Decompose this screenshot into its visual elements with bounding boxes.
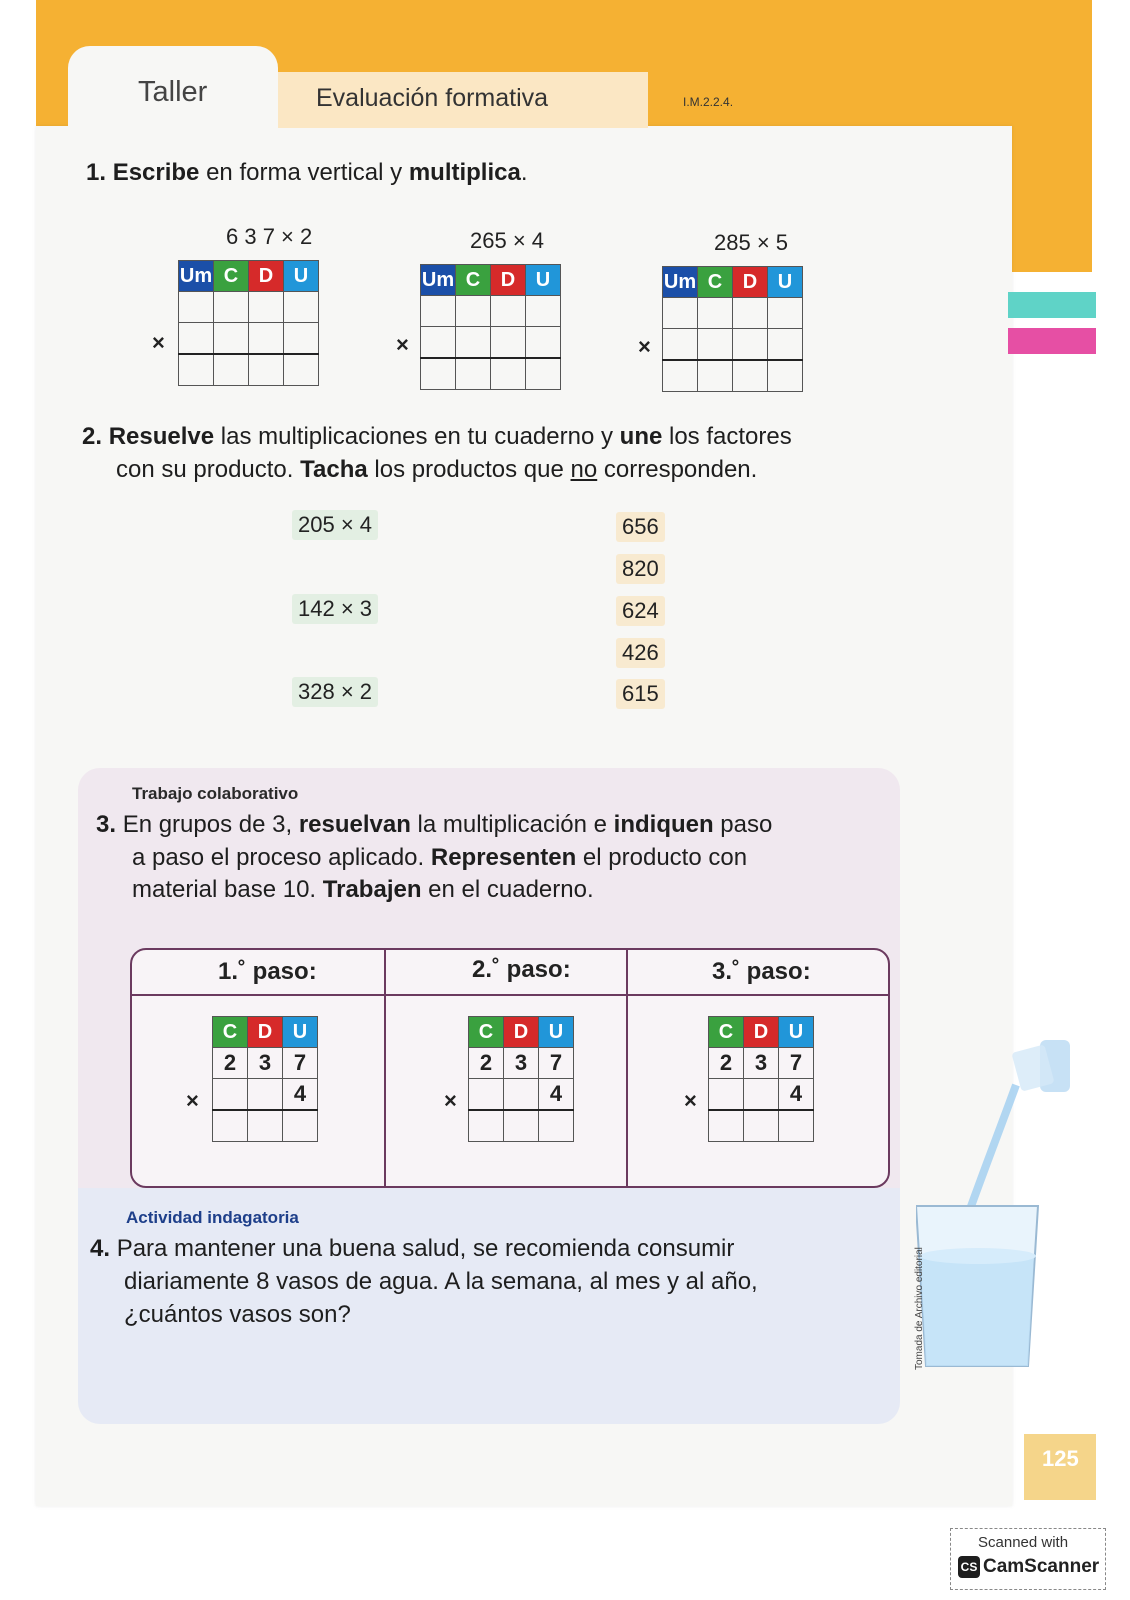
digit: 3 bbox=[248, 1048, 283, 1079]
q1-expr-1: 6 3 7 × 2 bbox=[226, 224, 313, 249]
cell[interactable] bbox=[698, 329, 733, 361]
cell[interactable] bbox=[768, 360, 803, 392]
cell[interactable] bbox=[733, 360, 768, 392]
steps-column-divider bbox=[626, 948, 628, 1188]
q2-number: 2. bbox=[82, 423, 103, 450]
times-sign: × bbox=[444, 1088, 457, 1113]
step-3-title: 3.˚ paso: bbox=[712, 958, 811, 985]
q1-expr-3: 285 × 5 bbox=[714, 230, 789, 255]
cell[interactable] bbox=[179, 354, 214, 386]
header-c: C bbox=[214, 261, 249, 292]
cell[interactable] bbox=[504, 1110, 539, 1142]
q1-grid-3 bbox=[662, 266, 803, 392]
cell[interactable] bbox=[768, 329, 803, 361]
cell[interactable] bbox=[698, 298, 733, 329]
cell[interactable] bbox=[421, 358, 456, 390]
q1-expr-2: 265 × 4 bbox=[470, 228, 545, 253]
q3-text: a paso el proceso aplicado. bbox=[132, 844, 431, 871]
q1-verb-multiplica: multiplica bbox=[408, 159, 521, 186]
header-d: D bbox=[249, 261, 284, 292]
q4-statement-line2: diariamente 8 vasos de agua. A la semana, al mes y al año, bbox=[124, 1268, 758, 1295]
cell[interactable] bbox=[768, 298, 803, 329]
cell[interactable] bbox=[663, 360, 698, 392]
q2-statement-line1 bbox=[82, 420, 792, 453]
cell[interactable] bbox=[456, 358, 491, 390]
cell[interactable] bbox=[539, 1110, 574, 1142]
header-d: D bbox=[733, 267, 768, 298]
camscanner-logo: CS bbox=[958, 1556, 980, 1578]
cell[interactable] bbox=[491, 327, 526, 359]
digit: 4 bbox=[779, 1079, 814, 1111]
q3-section-label: Trabajo colaborativo bbox=[132, 784, 299, 803]
cell[interactable] bbox=[421, 327, 456, 359]
header-c: C bbox=[709, 1017, 744, 1048]
digit: 2 bbox=[469, 1048, 504, 1079]
header-d: D bbox=[491, 265, 526, 296]
q3-text: paso bbox=[713, 811, 773, 838]
cell[interactable] bbox=[214, 292, 249, 323]
step-1-title: 1.˚ paso: bbox=[218, 958, 317, 985]
q1-grid-1 bbox=[178, 260, 319, 386]
cell[interactable] bbox=[744, 1110, 779, 1142]
header-u: U bbox=[779, 1017, 814, 1048]
q3-text: la multiplicación e bbox=[410, 811, 614, 838]
header-u: U bbox=[284, 261, 319, 292]
header-um: Um bbox=[663, 267, 698, 298]
q2-text: los factores bbox=[662, 423, 792, 450]
q2-text: corresponden. bbox=[597, 456, 758, 483]
header-um: Um bbox=[421, 265, 456, 296]
q3-statement-line2 bbox=[132, 841, 747, 874]
cell[interactable] bbox=[469, 1110, 504, 1142]
step-2-grid bbox=[468, 1016, 574, 1142]
digit: 2 bbox=[709, 1048, 744, 1079]
digit bbox=[469, 1079, 504, 1111]
q2-statement-line2 bbox=[116, 453, 757, 486]
cell[interactable] bbox=[248, 1110, 283, 1142]
cell[interactable] bbox=[698, 360, 733, 392]
times-sign: × bbox=[396, 332, 409, 357]
cell[interactable] bbox=[421, 296, 456, 327]
scanner-brand: CamScanner bbox=[983, 1556, 1100, 1577]
header-c: C bbox=[698, 267, 733, 298]
q3-verb: indiquen bbox=[613, 811, 714, 838]
cell[interactable] bbox=[526, 327, 561, 359]
q2-underlined-no: no bbox=[570, 456, 598, 483]
curriculum-code: I.M.2.2.4. bbox=[683, 95, 734, 109]
q2-verb-resuelve: Resuelve bbox=[108, 423, 215, 450]
digit: 3 bbox=[504, 1048, 539, 1079]
steps-column-divider bbox=[384, 948, 386, 1188]
cell[interactable] bbox=[249, 354, 284, 386]
header-c: C bbox=[456, 265, 491, 296]
digit: 7 bbox=[539, 1048, 574, 1079]
product-5[interactable]: 615 bbox=[616, 679, 665, 709]
digit: 7 bbox=[283, 1048, 318, 1079]
digit bbox=[213, 1079, 248, 1111]
factor-3[interactable]: 328 × 2 bbox=[292, 677, 378, 707]
cyan-strip bbox=[1008, 292, 1096, 318]
cell[interactable] bbox=[214, 323, 249, 355]
cell[interactable] bbox=[526, 358, 561, 390]
digit bbox=[709, 1079, 744, 1111]
digit: 3 bbox=[744, 1048, 779, 1079]
digit: 4 bbox=[283, 1079, 318, 1111]
cell[interactable] bbox=[491, 358, 526, 390]
cell[interactable] bbox=[491, 296, 526, 327]
q2-verb-tacha: Tacha bbox=[300, 456, 368, 483]
q3-text: material base 10. bbox=[132, 876, 323, 903]
water-glass-icon bbox=[916, 1030, 1076, 1430]
q3-statement-line3 bbox=[132, 873, 594, 906]
cell[interactable] bbox=[779, 1110, 814, 1142]
page-number: 125 bbox=[1042, 1446, 1079, 1471]
cell[interactable] bbox=[456, 296, 491, 327]
header-u: U bbox=[539, 1017, 574, 1048]
cell[interactable] bbox=[179, 323, 214, 355]
header-um: Um bbox=[179, 261, 214, 292]
q3-verb: Trabajen bbox=[322, 876, 422, 903]
digit bbox=[248, 1079, 283, 1111]
cell[interactable] bbox=[733, 329, 768, 361]
cell[interactable] bbox=[213, 1110, 248, 1142]
q1-verb-escribe: Escribe bbox=[112, 159, 200, 186]
header-d: D bbox=[744, 1017, 779, 1048]
digit: 7 bbox=[779, 1048, 814, 1079]
q1-number: 1. bbox=[86, 159, 107, 186]
times-sign: × bbox=[186, 1088, 199, 1113]
times-sign: × bbox=[638, 334, 651, 359]
digit: 2 bbox=[213, 1048, 248, 1079]
q4-statement-line3: ¿cuántos vasos son? bbox=[124, 1301, 351, 1328]
cell[interactable] bbox=[663, 329, 698, 361]
q4-statement-line1 bbox=[90, 1232, 734, 1265]
digit bbox=[744, 1079, 779, 1111]
step-3-grid bbox=[708, 1016, 814, 1142]
q3-statement-line1 bbox=[96, 808, 886, 841]
image-credit: Tomada de Archivo editorial bbox=[914, 1247, 925, 1370]
cell[interactable] bbox=[733, 298, 768, 329]
cell[interactable] bbox=[709, 1110, 744, 1142]
q1-text: en forma vertical y bbox=[199, 159, 409, 186]
header-d: D bbox=[504, 1017, 539, 1048]
header-c: C bbox=[213, 1017, 248, 1048]
cell[interactable] bbox=[284, 292, 319, 323]
q1-period: . bbox=[520, 159, 528, 186]
q4-text: Para mantener una buena salud, se recomienda consumir bbox=[116, 1235, 735, 1262]
cell[interactable] bbox=[249, 323, 284, 355]
q1-grid-2 bbox=[420, 264, 561, 390]
tab-taller-label: Taller bbox=[138, 76, 208, 108]
product-3[interactable]: 624 bbox=[616, 596, 665, 626]
steps-header-divider bbox=[130, 994, 888, 996]
cell[interactable] bbox=[214, 354, 249, 386]
q4-section-label: Actividad indagatoria bbox=[126, 1208, 299, 1227]
cell[interactable] bbox=[456, 327, 491, 359]
cell[interactable] bbox=[284, 323, 319, 355]
q2-text: los productos que bbox=[367, 456, 571, 483]
header-u: U bbox=[526, 265, 561, 296]
digit bbox=[504, 1079, 539, 1111]
product-1[interactable]: 656 bbox=[616, 512, 665, 542]
header-u: U bbox=[283, 1017, 318, 1048]
step-2-title: 2.˚ paso: bbox=[472, 956, 571, 983]
q2-text: con su producto. bbox=[116, 456, 301, 483]
cell[interactable] bbox=[283, 1110, 318, 1142]
times-sign: × bbox=[684, 1088, 697, 1113]
digit: 4 bbox=[539, 1079, 574, 1111]
q1-statement bbox=[86, 156, 528, 189]
header-d: D bbox=[248, 1017, 283, 1048]
header-c: C bbox=[469, 1017, 504, 1048]
magenta-strip bbox=[1008, 328, 1096, 354]
factor-2[interactable]: 142 × 3 bbox=[292, 594, 378, 624]
header-u: U bbox=[768, 267, 803, 298]
times-sign: × bbox=[152, 330, 165, 355]
q3-verb: Representen bbox=[430, 844, 577, 871]
q3-text: el producto con bbox=[576, 844, 748, 871]
q3-verb: resuelvan bbox=[298, 811, 411, 838]
q2-verb-une: une bbox=[619, 423, 663, 450]
cell[interactable] bbox=[663, 298, 698, 329]
tab-evaluacion-label: Evaluación formativa bbox=[316, 84, 549, 112]
q2-text: las multiplicaciones en tu cuaderno y bbox=[214, 423, 620, 450]
cell[interactable] bbox=[249, 292, 284, 323]
product-4[interactable]: 426 bbox=[616, 638, 665, 668]
cell[interactable] bbox=[179, 292, 214, 323]
q3-number: 3. bbox=[96, 811, 117, 838]
q3-text: En grupos de 3, bbox=[122, 811, 299, 838]
product-2[interactable]: 820 bbox=[616, 554, 665, 584]
cell[interactable] bbox=[284, 354, 319, 386]
factor-1[interactable]: 205 × 4 bbox=[292, 510, 378, 540]
scanner-caption: Scanned with bbox=[978, 1534, 1069, 1551]
q3-text: en el cuaderno. bbox=[421, 876, 594, 903]
q4-number: 4. bbox=[90, 1235, 111, 1262]
step-1-grid bbox=[212, 1016, 318, 1142]
cell[interactable] bbox=[526, 296, 561, 327]
